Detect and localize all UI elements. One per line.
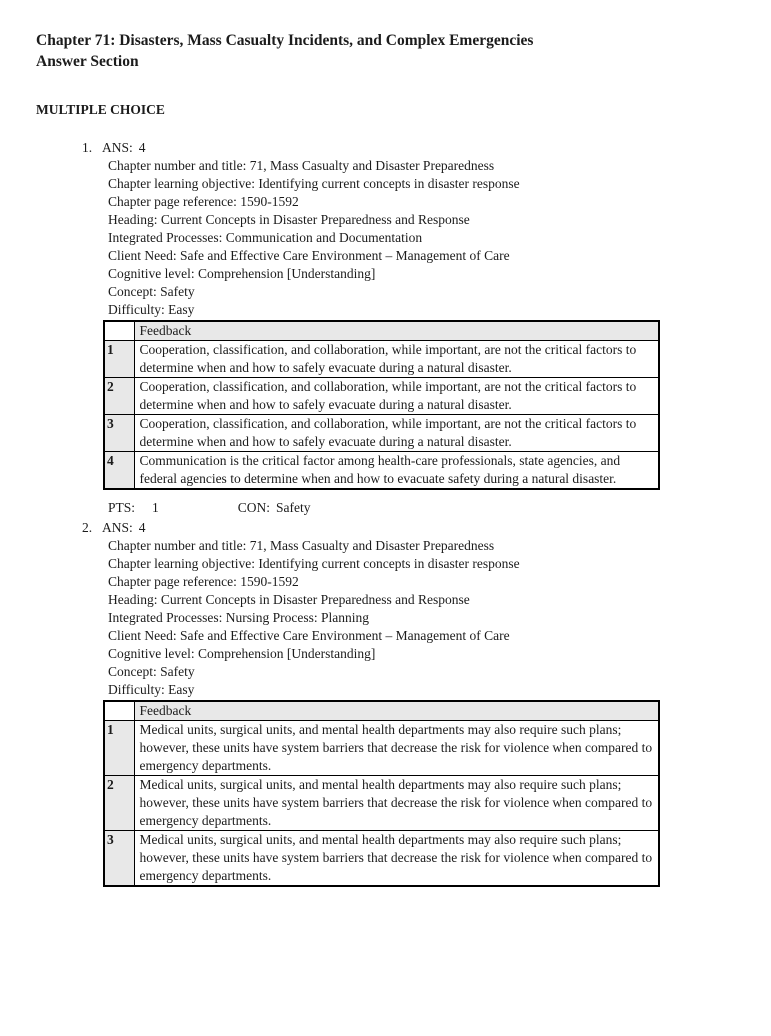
pts-value: 1 (152, 500, 159, 515)
multiple-choice-heading: MULTIPLE CHOICE (36, 102, 165, 117)
question-1-answer-line (82, 139, 735, 157)
feedback-row (104, 341, 659, 378)
detail-line: Chapter page reference: 1590-1592 (108, 194, 299, 209)
points-line (108, 499, 735, 517)
feedback-corner-cell (104, 701, 134, 721)
detail-line: Chapter number and title: 71, Mass Casualty and Disaster Preparedness (108, 538, 495, 553)
feedback-header-row (104, 701, 659, 721)
feedback-row (104, 415, 659, 452)
answer-label: ANS: (102, 140, 133, 155)
feedback-text: Communication is the critical factor among health-care professionals, state agencies, and federal agencies to determine when and how to evacuate safety during a natural disaster. (134, 452, 659, 490)
option-number: 3 (104, 831, 134, 887)
feedback-row (104, 378, 659, 415)
detail-line: Chapter learning objective: Identifying current concepts in disaster response (108, 556, 520, 571)
feedback-row (104, 831, 659, 887)
detail-line: Client Need: Safe and Effective Care Environment – Management of Care (108, 628, 510, 643)
detail-line: Concept: Safety (108, 664, 195, 679)
answer-section-subtitle: Answer Section (36, 53, 139, 70)
answer-value: 4 (138, 140, 146, 155)
feedback-text: Cooperation, classification, and collaboration, while important, are not the critical factors to determine when and how to safely evacuate during a natural disaster. (134, 341, 659, 378)
feedback-text: Cooperation, classification, and collaboration, while important, are not the critical factors to determine when and how to safely evacuate during a natural disaster. (134, 378, 659, 415)
answer-value: 4 (138, 520, 146, 535)
document-title (36, 30, 735, 72)
chapter-title: Chapter 71: Disasters, Mass Casualty Incidents, and Complex Emergencies (36, 32, 534, 49)
feedback-header: Feedback (134, 321, 659, 341)
feedback-header: Feedback (134, 701, 659, 721)
feedback-text: Cooperation, classification, and collaboration, while important, are not the critical factors to determine when and how to safely evacuate during a natural disaster. (134, 415, 659, 452)
detail-line: Client Need: Safe and Effective Care Environment – Management of Care (108, 248, 510, 263)
detail-line: Chapter learning objective: Identifying current concepts in disaster response (108, 176, 520, 191)
question-1 (36, 139, 735, 517)
question-number: 1. (82, 140, 93, 155)
feedback-row (104, 452, 659, 490)
detail-line: Chapter page reference: 1590-1592 (108, 574, 299, 589)
feedback-text: Medical units, surgical units, and mental health departments may also require such plans; however, these units have system barriers that decrease the risk for violence when compared to emergency departments. (134, 721, 659, 776)
detail-line: Integrated Processes: Communication and Documentation (108, 230, 423, 245)
detail-line: Concept: Safety (108, 284, 195, 299)
detail-line: Cognitive level: Comprehension [Understanding] (108, 266, 376, 281)
option-number: 4 (104, 452, 134, 490)
detail-line: Heading: Current Concepts in Disaster Preparedness and Response (108, 212, 470, 227)
feedback-table-1 (103, 320, 660, 490)
question-number: 2. (82, 520, 93, 535)
detail-line: Chapter number and title: 71, Mass Casualty and Disaster Preparedness (108, 158, 495, 173)
question-2-answer-line (82, 519, 735, 537)
feedback-text: Medical units, surgical units, and mental health departments may also require such plans; however, these units have system barriers that decrease the risk for violence when compared to emergency departments. (134, 776, 659, 831)
option-number: 3 (104, 415, 134, 452)
con-label: CON: (237, 500, 271, 515)
con-value: Safety (276, 500, 311, 515)
feedback-header-row (104, 321, 659, 341)
option-number: 2 (104, 378, 134, 415)
feedback-row (104, 776, 659, 831)
feedback-table-2 (103, 700, 660, 887)
question-2 (36, 519, 735, 887)
option-number: 1 (104, 341, 134, 378)
feedback-corner-cell (104, 321, 134, 341)
pts-label: PTS: (108, 500, 136, 515)
option-number: 1 (104, 721, 134, 776)
feedback-row (104, 721, 659, 776)
detail-line: Integrated Processes: Nursing Process: Planning (108, 610, 369, 625)
detail-line: Heading: Current Concepts in Disaster Preparedness and Response (108, 592, 470, 607)
detail-line: Cognitive level: Comprehension [Understanding] (108, 646, 376, 661)
detail-line: Difficulty: Easy (108, 302, 195, 317)
feedback-text: Medical units, surgical units, and mental health departments may also require such plans; however, these units have system barriers that decrease the risk for violence when compared to emergency departments. (134, 831, 659, 887)
answer-label: ANS: (102, 520, 133, 535)
detail-line: Difficulty: Easy (108, 682, 195, 697)
option-number: 2 (104, 776, 134, 831)
